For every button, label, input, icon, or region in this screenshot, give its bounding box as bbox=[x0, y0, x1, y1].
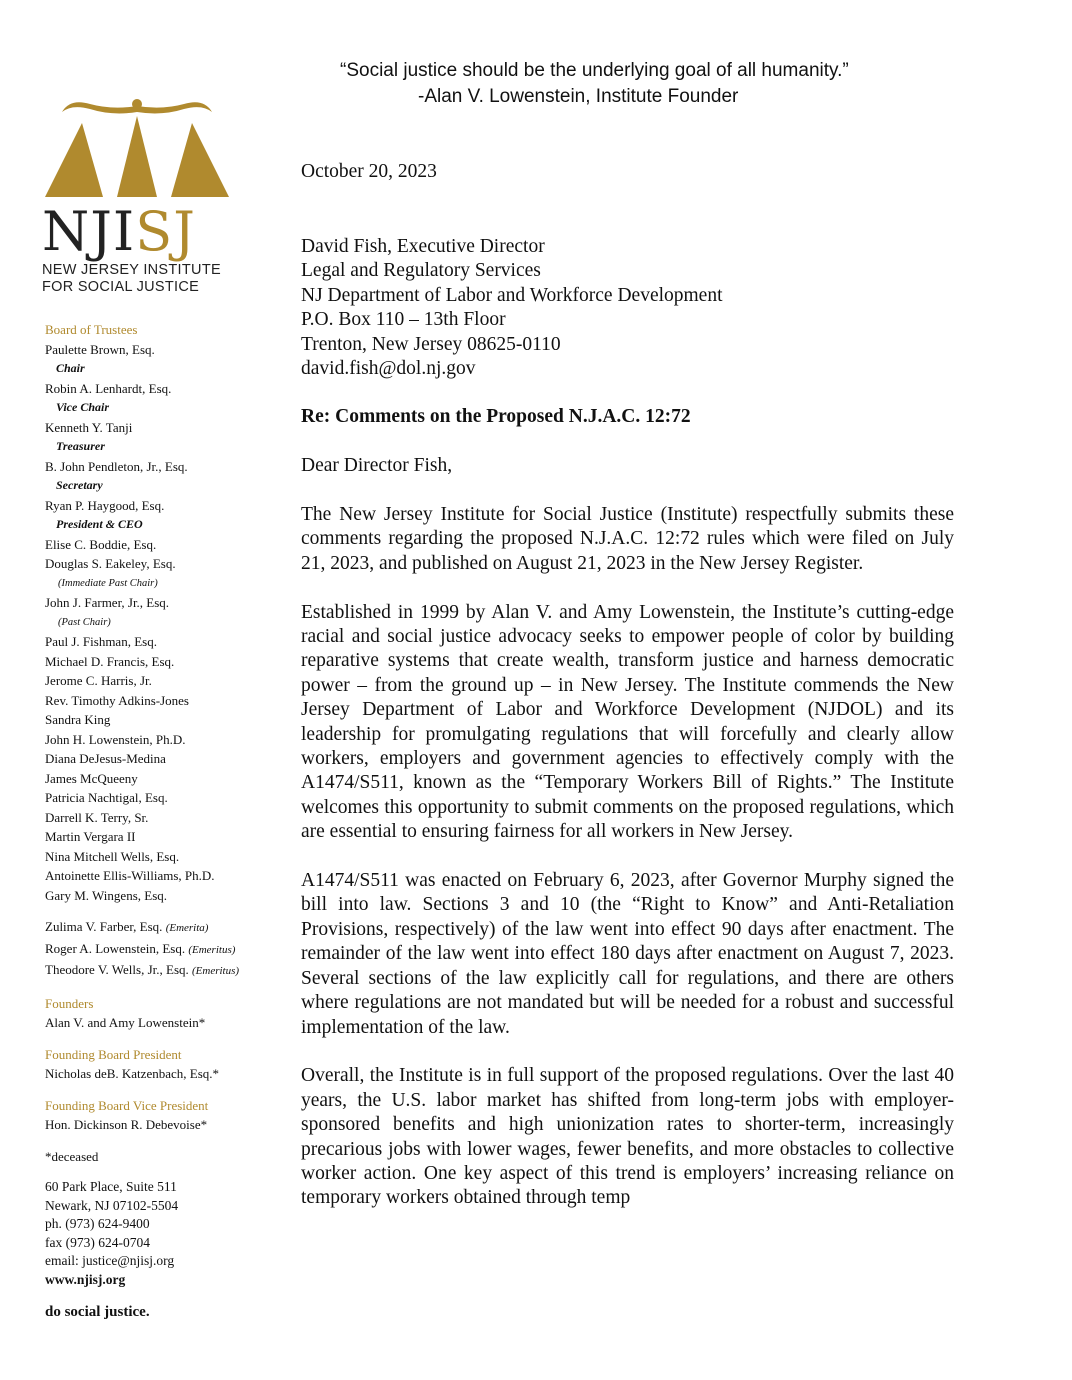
letter-subject: Re: Comments on the Proposed N.J.A.C. 12:72 bbox=[301, 406, 691, 427]
letter-paragraph: Established in 1999 by Alan V. and Amy Lowenstein, the Institute’s cutting-edge racial and social justice advocacy seeks to empower people of color by building reparative systems that create wealth, transform justice and harness democratic power – from the ground up – in New Jersey. The Institute commends the New Jersey Department of Labor and Workforce Development (NJDOL) and its leadership for promulgating regulations that will forcefully and clearly allow workers, employers and government agencies to effectively comply with the A1474/S511, known as the “Temporary Workers Bill of Rights.” The Institute welcomes this opportunity to submit comments on the proposed regulations, which are essential to ensuring fairness for all workers in New Jersey. bbox=[301, 601, 954, 843]
trustee-list bbox=[45, 340, 285, 906]
contact-address bbox=[45, 1178, 285, 1289]
board-heading: Board of Trustees bbox=[45, 322, 138, 337]
trustee-name: Darrell K. Terry, Sr. bbox=[45, 809, 149, 825]
letter-paragraph: A1474/S511 was enacted on February 6, 2023, after Governor Murphy signed the bill into law. Sections 3 and 10 (the “Right to Know” and Anti-Retaliation Provisions, respectively) of the law went into effect 90 days after enactment. The remainder of the law went into effect 180 days after enactment on August 7, 2023. Several sections of the law explicitly call for regulations, and there are others where regulations are not mandated but will be needed for a robust and successful implementation of the law. bbox=[301, 870, 954, 1038]
trustee-name: John H. Lowenstein, Ph.D. bbox=[45, 731, 186, 747]
tagline: do social justice. bbox=[45, 1304, 150, 1320]
scales-of-justice-icon bbox=[42, 94, 232, 200]
founding-vp-name: Hon. Dickinson R. Debevoise* bbox=[45, 1117, 208, 1132]
njisj-logo bbox=[42, 94, 232, 296]
trustee-name: John J. Farmer, Jr., Esq. bbox=[45, 595, 170, 610]
deceased-note: *deceased bbox=[45, 1148, 99, 1164]
emeritus-name: Roger A. Lowenstein, Esq. bbox=[45, 940, 189, 956]
trustee-name: Elise C. Boddie, Esq. bbox=[45, 536, 157, 552]
letter-paragraphs bbox=[301, 503, 954, 1235]
emeritus-name: Theodore V. Wells, Jr., Esq. bbox=[45, 962, 193, 977]
website-link[interactable]: www.njisj.org bbox=[45, 1271, 126, 1287]
email-link[interactable]: email: justice@njisj.org bbox=[45, 1253, 175, 1268]
logo-acronym-gold: SJ bbox=[135, 200, 196, 263]
trustee-name: Paul J. Fishman, Esq. bbox=[45, 634, 157, 649]
trustee-name: Diana DeJesus-Medina bbox=[45, 751, 166, 766]
founding-vp-heading: Founding Board Vice President bbox=[45, 1097, 209, 1113]
founders-heading: Founders bbox=[45, 995, 94, 1011]
phone-number: ph. (973) 624-9400 bbox=[45, 1216, 150, 1231]
recipient-line: Trenton, New Jersey 08625-0110 bbox=[301, 333, 561, 355]
emeritus-suffix: (Emeritus) bbox=[188, 943, 236, 956]
trustee-note: (Immediate Past Chair) bbox=[58, 577, 158, 589]
letter-paragraph: The New Jersey Institute for Social Justice (Institute) respectfully submits these comments regarding the proposed N.J.A.C. 12:72 rules which were filed on July 21, 2023, and published on August 21, 2023 in the New Jersey Register. bbox=[301, 504, 954, 574]
salutation: Dear Director Fish, bbox=[301, 455, 453, 476]
emeritus-entry bbox=[45, 960, 285, 982]
logo-acronym-dark: NJI bbox=[42, 200, 136, 263]
trustee-name: Kenneth Y. Tanji bbox=[45, 419, 133, 435]
trustee-name: B. John Pendleton, Jr., Esq. bbox=[45, 458, 188, 474]
trustee-name: Antoinette Ellis-Williams, Ph.D. bbox=[45, 868, 215, 883]
trustee-name: James McQueeny bbox=[45, 770, 138, 786]
recipient-line: Legal and Regulatory Services bbox=[301, 260, 541, 282]
recipient-line: P.O. Box 110 – 13th Floor bbox=[301, 309, 506, 331]
trustee-role: President & CEO bbox=[56, 517, 143, 531]
trustee-role: Secretary bbox=[56, 478, 103, 492]
emeritus-suffix: (Emeritus) bbox=[192, 965, 240, 977]
emeritus-entry bbox=[45, 939, 285, 961]
fax-number: fax (973) 624-0704 bbox=[45, 1234, 150, 1250]
trustee-name: Jerome C. Harris, Jr. bbox=[45, 673, 152, 688]
trustee-name: Martin Vergara II bbox=[45, 829, 136, 844]
trustee-name: Paulette Brown, Esq. bbox=[45, 341, 155, 357]
founding-president-heading: Founding Board President bbox=[45, 1046, 182, 1062]
emeritus-entry bbox=[45, 917, 285, 939]
trustee-name: Michael D. Francis, Esq. bbox=[45, 653, 175, 669]
sidebar-board-list bbox=[45, 320, 285, 1323]
letter-paragraph: Overall, the Institute is in full support of the proposed regulations. Over the last 40 years, the U.S. labor market has shifted from long-term jobs with employer-sponsored benefits and high unionization rates to shorter-term, increasingly precarious jobs with lower wages, fewer benefits, and more obstacles to collective worker action. One key aspect of this trend is employers’ increasing reliance on temporary workers obtained through temp bbox=[301, 1065, 954, 1209]
logo-full-name bbox=[42, 262, 232, 296]
founders-names: Alan V. and Amy Lowenstein* bbox=[45, 1015, 206, 1030]
address-line2: Newark, NJ 07102-5504 bbox=[45, 1197, 179, 1213]
trustee-name: Ryan P. Haygood, Esq. bbox=[45, 497, 165, 513]
trustee-name: Patricia Nachtigal, Esq. bbox=[45, 790, 168, 805]
emeritus-name: Zulima V. Farber, Esq. bbox=[45, 919, 166, 934]
logo-wordmark bbox=[42, 200, 232, 263]
trustee-name: Gary M. Wingens, Esq. bbox=[45, 887, 168, 903]
logo-full-name-line1: NEW JERSEY INSTITUTE bbox=[42, 262, 221, 278]
trustee-note: (Past Chair) bbox=[58, 616, 111, 628]
address-line1: 60 Park Place, Suite 511 bbox=[45, 1179, 177, 1194]
recipient-address bbox=[301, 235, 723, 381]
trustee-role: Treasurer bbox=[56, 439, 105, 453]
trustee-name: Robin A. Lenhardt, Esq. bbox=[45, 380, 172, 396]
trustee-name: Nina Mitchell Wells, Esq. bbox=[45, 848, 180, 864]
letter-date: October 20, 2023 bbox=[301, 161, 437, 182]
recipient-email[interactable]: david.fish@dol.nj.gov bbox=[301, 358, 476, 380]
emeritus-suffix: (Emerita) bbox=[165, 922, 209, 934]
founding-president-name: Nicholas deB. Katzenbach, Esq.* bbox=[45, 1066, 220, 1081]
logo-full-name-line2: FOR SOCIAL JUSTICE bbox=[42, 279, 200, 295]
quote-attribution: -Alan V. Lowenstein, Institute Founder bbox=[418, 86, 739, 107]
trustee-name: Rev. Timothy Adkins-Jones bbox=[45, 692, 189, 708]
quote-text: “Social justice should be the underlying goal of all humanity.” bbox=[340, 60, 849, 81]
trustee-name: Douglas S. Eakeley, Esq. bbox=[45, 556, 176, 571]
emeriti-list bbox=[45, 917, 285, 982]
trustee-role: Vice Chair bbox=[56, 400, 110, 414]
recipient-line: David Fish, Executive Director bbox=[301, 236, 545, 257]
trustee-role: Chair bbox=[56, 361, 85, 375]
trustee-name: Sandra King bbox=[45, 712, 111, 727]
recipient-line: NJ Department of Labor and Workforce Development bbox=[301, 284, 723, 306]
